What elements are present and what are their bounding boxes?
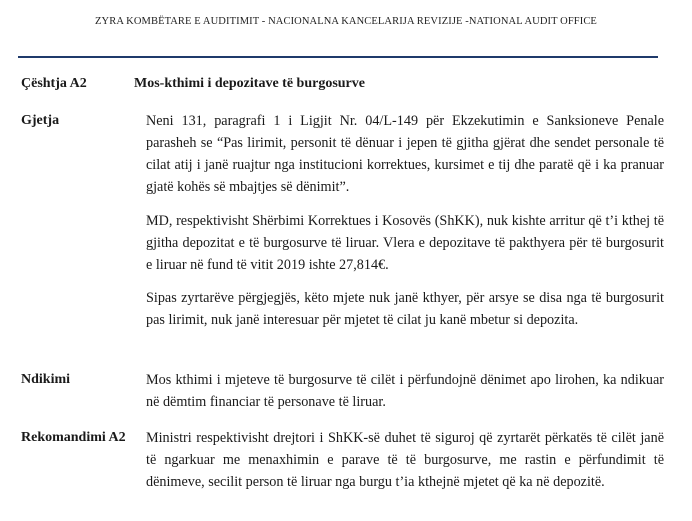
issue-title: Mos-kthimi i depozitave të burgosurve [134, 76, 365, 91]
recommendation-label: Rekomandimi A2 [21, 430, 126, 445]
finding-paragraph-1: Neni 131, paragrafi 1 i Ligjit Nr. 04/L-149 për Ekzekutimin e Sanksioneve Penale parasheh se “Pas lirimit, personit të dënuar i jepen të gjitha gjërat dhe sendet personale të cilat atij i janë ruajtur nga institucioni korrektues, kursimet e tij dhe paratë që i ka pranuar gjatë kohës së mbajtjes së dënimit”. [146, 113, 664, 195]
header-rule [18, 56, 658, 58]
document-header: ZYRA KOMBËTARE E AUDITIMIT - NACIONALNA KANCELARIJA REVIZIJE -NATIONAL AUDIT OFFICE [95, 16, 597, 27]
finding-paragraph-2: MD, respektivisht Shërbimi Korrektues i Kosovës (ShKK), nuk kishte arritur që t’i kthej të gjitha depozitat e të burgosurve të liruar. Vlera e depozitave të pakthyera për të burgosurit e liruar në fund të vitit 2019 ishte 27,814€. [146, 213, 664, 273]
impact-label: Ndikimi [21, 372, 71, 387]
issue-label: Çështja A2 [21, 76, 87, 91]
finding-paragraph-3: Sipas zyrtarëve përgjegjës, këto mjete nuk janë kthyer, për arsye se disa nga të burgosurit pas lirimit, nuk janë interesuar për mjetet të cilat ju kanë mbetur si depozita. [146, 290, 664, 328]
impact-text: Mos kthimi i mjeteve të burgosurve të cilët i përfundojnë dënimet apo lirohen, ka ndikuar në dëmtim financiar të personave të liruar. [146, 372, 664, 410]
recommendation-text: Ministri respektivisht drejtori i ShKK-së duhet të siguroj që zyrtarët përkatës të cilët janë të ngarkuar me menaxhimin e parave të të burgosurve, me rastin e përfundimit të dënimeve, secilit person të liruar nga burgu t’ia kthejnë mjetet që ka në depozitë. [146, 430, 664, 490]
finding-label: Gjetja [21, 113, 60, 128]
